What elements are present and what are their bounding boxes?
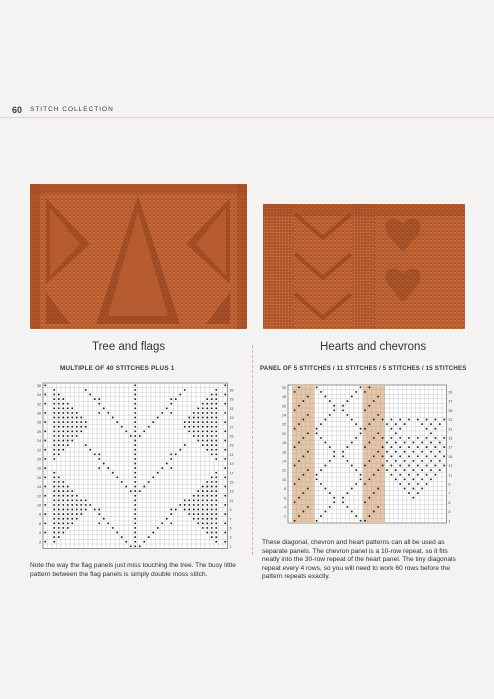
- row-number-label: 10: [282, 477, 286, 482]
- row-number-label: 1: [229, 544, 232, 549]
- chart-grid: [288, 385, 446, 523]
- row-number-label: 19: [229, 462, 234, 467]
- row-number-label: 4: [39, 531, 41, 536]
- row-number-label: 35: [229, 388, 234, 393]
- row-number-label: 6: [39, 521, 41, 526]
- section-title: STITCH COLLECTION: [30, 106, 114, 113]
- row-number-label: 25: [448, 408, 453, 413]
- row-number-label: 10: [37, 503, 41, 508]
- row-number-label: 36: [37, 383, 41, 388]
- row-number-label: 15: [448, 454, 453, 459]
- row-number-label: 8: [39, 512, 41, 517]
- row-number-label: 29: [229, 416, 234, 421]
- row-number-label: 23: [448, 418, 453, 423]
- row-number-label: 12: [282, 468, 286, 473]
- row-number-label: 7: [229, 517, 232, 522]
- row-number-label: 16: [37, 475, 41, 480]
- row-number-label: 22: [282, 422, 286, 427]
- row-number-label: 34: [37, 393, 41, 398]
- row-number-label: 18: [282, 441, 286, 446]
- row-number-label: 8: [284, 487, 286, 492]
- row-number-label: 12: [37, 494, 41, 499]
- row-number-label: 28: [282, 395, 286, 400]
- hearts-and-chevrons-chart: [278, 383, 470, 531]
- caption-text: These diagonal, chevron and heart patterns can all be used as separate panels. The chevron panel is a 10-row repeat, so it fits neatly into the 30-row repeat of the heart panel. The tiny diagonals repeat every 4 rows, so you will need to work 60 rows before the pattern repeats exactly.: [262, 539, 456, 581]
- row-number-label: 20: [282, 431, 286, 436]
- row-number-label: 23: [229, 443, 234, 448]
- row-number-label: 2: [39, 540, 41, 545]
- row-number-label: 17: [229, 471, 234, 476]
- caption-text: Note the way the flag panels just miss touching the tree. The busy little pattern between the flag panels is simply double moss stitch.: [30, 562, 236, 578]
- row-number-label: 5: [229, 526, 232, 531]
- row-number-label: 24: [37, 439, 41, 444]
- row-number-label: 3: [229, 535, 232, 540]
- row-number-label: 5: [448, 500, 451, 505]
- row-number-label: 22: [37, 448, 41, 453]
- row-number-label: 17: [448, 445, 453, 450]
- tree-and-flags-caption: [30, 562, 248, 579]
- row-number-label: 9: [448, 482, 451, 487]
- row-number-label: 31: [229, 406, 234, 411]
- row-number-label: 26: [37, 429, 41, 434]
- row-number-label: 2: [284, 514, 286, 519]
- header-rule: [0, 117, 494, 118]
- hearts-and-chevrons-caption: [262, 539, 467, 582]
- row-number-label: 33: [229, 397, 234, 402]
- row-number-label: 4: [284, 505, 286, 510]
- hearts-and-chevrons-subtitle: PANEL OF 5 STITCHES / 11 STITCHES / 5 STITCHES / 15 STITCHES: [260, 365, 467, 372]
- row-number-label: 15: [229, 480, 234, 485]
- row-number-label: 30: [282, 385, 286, 390]
- tree-and-flags-subtitle: MULTIPLE OF 40 STITCHES PLUS 1: [60, 365, 175, 372]
- row-number-label: 3: [448, 510, 451, 515]
- row-number-label: 11: [229, 498, 234, 503]
- row-number-label: 16: [282, 450, 286, 455]
- row-number-label: 26: [282, 404, 286, 409]
- row-number-label: 14: [282, 459, 286, 464]
- row-number-label: 30: [37, 411, 41, 416]
- row-number-label: 13: [229, 489, 234, 494]
- row-number-label: 18: [37, 466, 41, 471]
- row-number-label: 20: [37, 457, 41, 462]
- row-number-label: 32: [37, 402, 41, 407]
- row-number-label: 14: [37, 485, 41, 490]
- row-number-label: 13: [448, 464, 453, 469]
- hearts-and-chevrons-title: Hearts and chevrons: [320, 341, 427, 353]
- row-number-label: 11: [448, 473, 453, 478]
- row-number-label: 25: [229, 434, 234, 439]
- column-divider: [252, 345, 253, 555]
- row-number-label: 27: [448, 399, 453, 404]
- row-number-label: 7: [448, 491, 451, 496]
- hearts-and-chevrons-photo: [263, 204, 465, 329]
- row-number-label: 6: [284, 496, 286, 501]
- row-number-label: 21: [448, 427, 453, 432]
- tree-and-flags-title: Tree and flags: [92, 341, 166, 353]
- row-number-label: 28: [37, 420, 41, 425]
- row-number-label: 29: [448, 390, 453, 395]
- tree-and-flags-chart: [30, 381, 250, 557]
- row-number-label: 9: [229, 508, 232, 513]
- row-number-label: 24: [282, 413, 286, 418]
- row-number-label: 1: [448, 519, 451, 524]
- page-number: 60: [12, 105, 23, 115]
- tree-and-flags-photo: [30, 184, 247, 329]
- row-number-label: 19: [448, 436, 453, 441]
- row-number-label: 21: [229, 452, 234, 457]
- row-number-label: 27: [229, 425, 234, 430]
